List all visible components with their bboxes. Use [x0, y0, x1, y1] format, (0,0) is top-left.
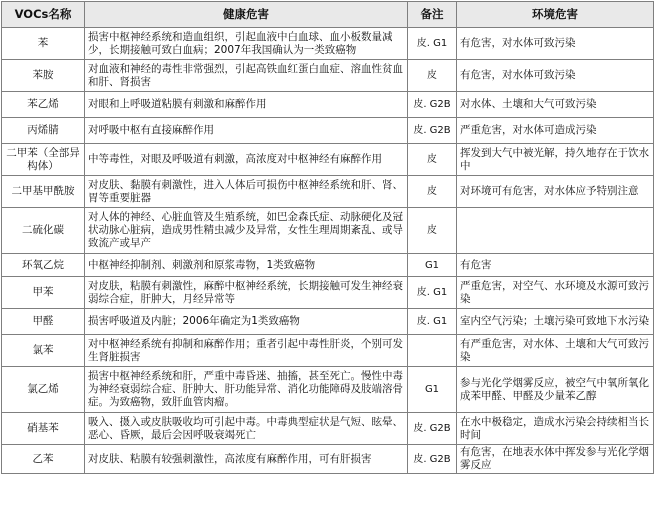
- health-hazard-cell: 对皮肤、粘膜有较强刺激性，高浓度有麻醉作用，可有肝损害: [85, 445, 408, 474]
- note-cell: 皮. G1: [408, 277, 457, 309]
- note-cell: [408, 335, 457, 367]
- env-hazard-cell: 对水体、土壤和大气可致污染: [457, 92, 654, 118]
- note-cell: 皮: [408, 144, 457, 176]
- env-hazard-cell: 严重危害，对空气、水环境及水源可致污染: [457, 277, 654, 309]
- vocs-name-cell: 氯乙烯: [2, 367, 85, 413]
- table-row: [2, 309, 654, 335]
- vocs-name-cell: 甲醛: [2, 309, 85, 335]
- health-hazard-cell: 损害呼吸道及内脏；2006年确定为1类致癌物: [85, 309, 408, 335]
- table-row: [2, 254, 654, 277]
- vocs-name-cell: 丙烯腈: [2, 118, 85, 144]
- vocs-name-cell: 乙苯: [2, 445, 85, 474]
- table-row: [2, 277, 654, 309]
- vocs-name-cell: 二甲基甲酰胺: [2, 176, 85, 208]
- health-hazard-cell: 吸入、摄入或皮肤吸收均可引起中毒。中毒典型症状是气短、眩晕、恶心、昏厥，最后会因呼吸衰竭死亡: [85, 413, 408, 445]
- note-cell: 皮: [408, 176, 457, 208]
- health-hazard-cell: 对中枢神经系统有抑制和麻醉作用；重者引起中毒性肝炎，个别可发生肾脏损害: [85, 335, 408, 367]
- table-row: [2, 445, 654, 474]
- table-row: [2, 144, 654, 176]
- env-hazard-cell: 有危害，对水体可致污染: [457, 60, 654, 92]
- note-cell: G1: [408, 367, 457, 413]
- env-hazard-cell: 有危害: [457, 254, 654, 277]
- health-hazard-cell: 对皮肤、黏膜有刺激性，进入人体后可损伤中枢神经系统和肝、肾、胃等重要脏器: [85, 176, 408, 208]
- env-hazard-cell: [457, 208, 654, 254]
- header-vocs-name: VOCs名称: [2, 2, 85, 28]
- env-hazard-cell: 有严重危害，对水体、土壤和大气可致污染: [457, 335, 654, 367]
- header-health-hazard: 健康危害: [85, 2, 408, 28]
- env-hazard-cell: 室内空气污染；土壤污染可致地下水污染: [457, 309, 654, 335]
- note-cell: 皮. G2B: [408, 445, 457, 474]
- table-row: [2, 208, 654, 254]
- env-hazard-cell: 有危害，在地表水体中挥发参与光化学烟雾反应: [457, 445, 654, 474]
- env-hazard-cell: 在水中极稳定，造成水污染会持续相当长时间: [457, 413, 654, 445]
- health-hazard-cell: 损害中枢神经系统和造血组织，引起血液中白血球、血小板数量减少，长期接触可致白血病；2007年我国确认为一类致癌物: [85, 28, 408, 60]
- health-hazard-cell: 中等毒性，对眼及呼吸道有刺激，高浓度对中枢神经有麻醉作用: [85, 144, 408, 176]
- vocs-name-cell: 苯: [2, 28, 85, 60]
- health-hazard-cell: 对皮肤，粘膜有刺激性，麻醉中枢神经系统，长期接触可发生神经衰弱综合症，肝肿大，月经异常等: [85, 277, 408, 309]
- env-hazard-cell: 挥发到大气中被光解，持久地存在于饮水中: [457, 144, 654, 176]
- table-row: [2, 28, 654, 60]
- health-hazard-cell: 损害中枢神经系统和肝，严重中毒昏迷、抽搐，甚至死亡。慢性中毒为神经衰弱综合症、肝肿大、肝功能异常、消化功能障碍及肢端溶骨症。为致癌物，致肝血管肉瘤。: [85, 367, 408, 413]
- vocs-name-cell: 二甲苯（全部异构体）: [2, 144, 85, 176]
- vocs-name-cell: 环氧乙烷: [2, 254, 85, 277]
- health-hazard-cell: 对呼吸中枢有直接麻醉作用: [85, 118, 408, 144]
- env-hazard-cell: 严重危害，对水体可造成污染: [457, 118, 654, 144]
- vocs-name-cell: 二硫化碳: [2, 208, 85, 254]
- vocs-name-cell: 甲苯: [2, 277, 85, 309]
- table-row: [2, 413, 654, 445]
- table-row: [2, 176, 654, 208]
- table-row: [2, 60, 654, 92]
- table-header-row: [2, 2, 654, 28]
- note-cell: 皮. G2B: [408, 118, 457, 144]
- table-row: [2, 335, 654, 367]
- note-cell: G1: [408, 254, 457, 277]
- vocs-name-cell: 氯苯: [2, 335, 85, 367]
- env-hazard-cell: 参与光化学烟雾反应，被空气中氧所氧化成苯甲醛、甲醛及少量苯乙醇: [457, 367, 654, 413]
- health-hazard-cell: 对人体的神经、心脏血管及生殖系统，如巴金森氏症、动脉硬化及冠状动脉心脏病，造成男性精虫减少及异常，女性生理周期紊乱、或导致流产或早产: [85, 208, 408, 254]
- note-cell: 皮: [408, 208, 457, 254]
- vocs-name-cell: 苯乙烯: [2, 92, 85, 118]
- vocs-name-cell: 苯胺: [2, 60, 85, 92]
- note-cell: 皮. G1: [408, 28, 457, 60]
- table-row: [2, 118, 654, 144]
- vocs-hazard-table: [1, 1, 654, 474]
- health-hazard-cell: 中枢神经抑制剂、刺激剂和原浆毒物，1类致癌物: [85, 254, 408, 277]
- note-cell: 皮. G2B: [408, 92, 457, 118]
- env-hazard-cell: 有危害，对水体可致污染: [457, 28, 654, 60]
- table-row: [2, 92, 654, 118]
- note-cell: 皮. G2B: [408, 413, 457, 445]
- health-hazard-cell: 对眼和上呼吸道粘膜有刺激和麻醉作用: [85, 92, 408, 118]
- note-cell: 皮: [408, 60, 457, 92]
- health-hazard-cell: 对血液和神经的毒性非常强烈，引起高铁血红蛋白血症、溶血性贫血和肝、肾损害: [85, 60, 408, 92]
- header-note: 备注: [408, 2, 457, 28]
- table-row: [2, 367, 654, 413]
- env-hazard-cell: 对环境可有危害，对水体应予特别注意: [457, 176, 654, 208]
- header-env-hazard: 环境危害: [457, 2, 654, 28]
- note-cell: 皮. G1: [408, 309, 457, 335]
- vocs-name-cell: 硝基苯: [2, 413, 85, 445]
